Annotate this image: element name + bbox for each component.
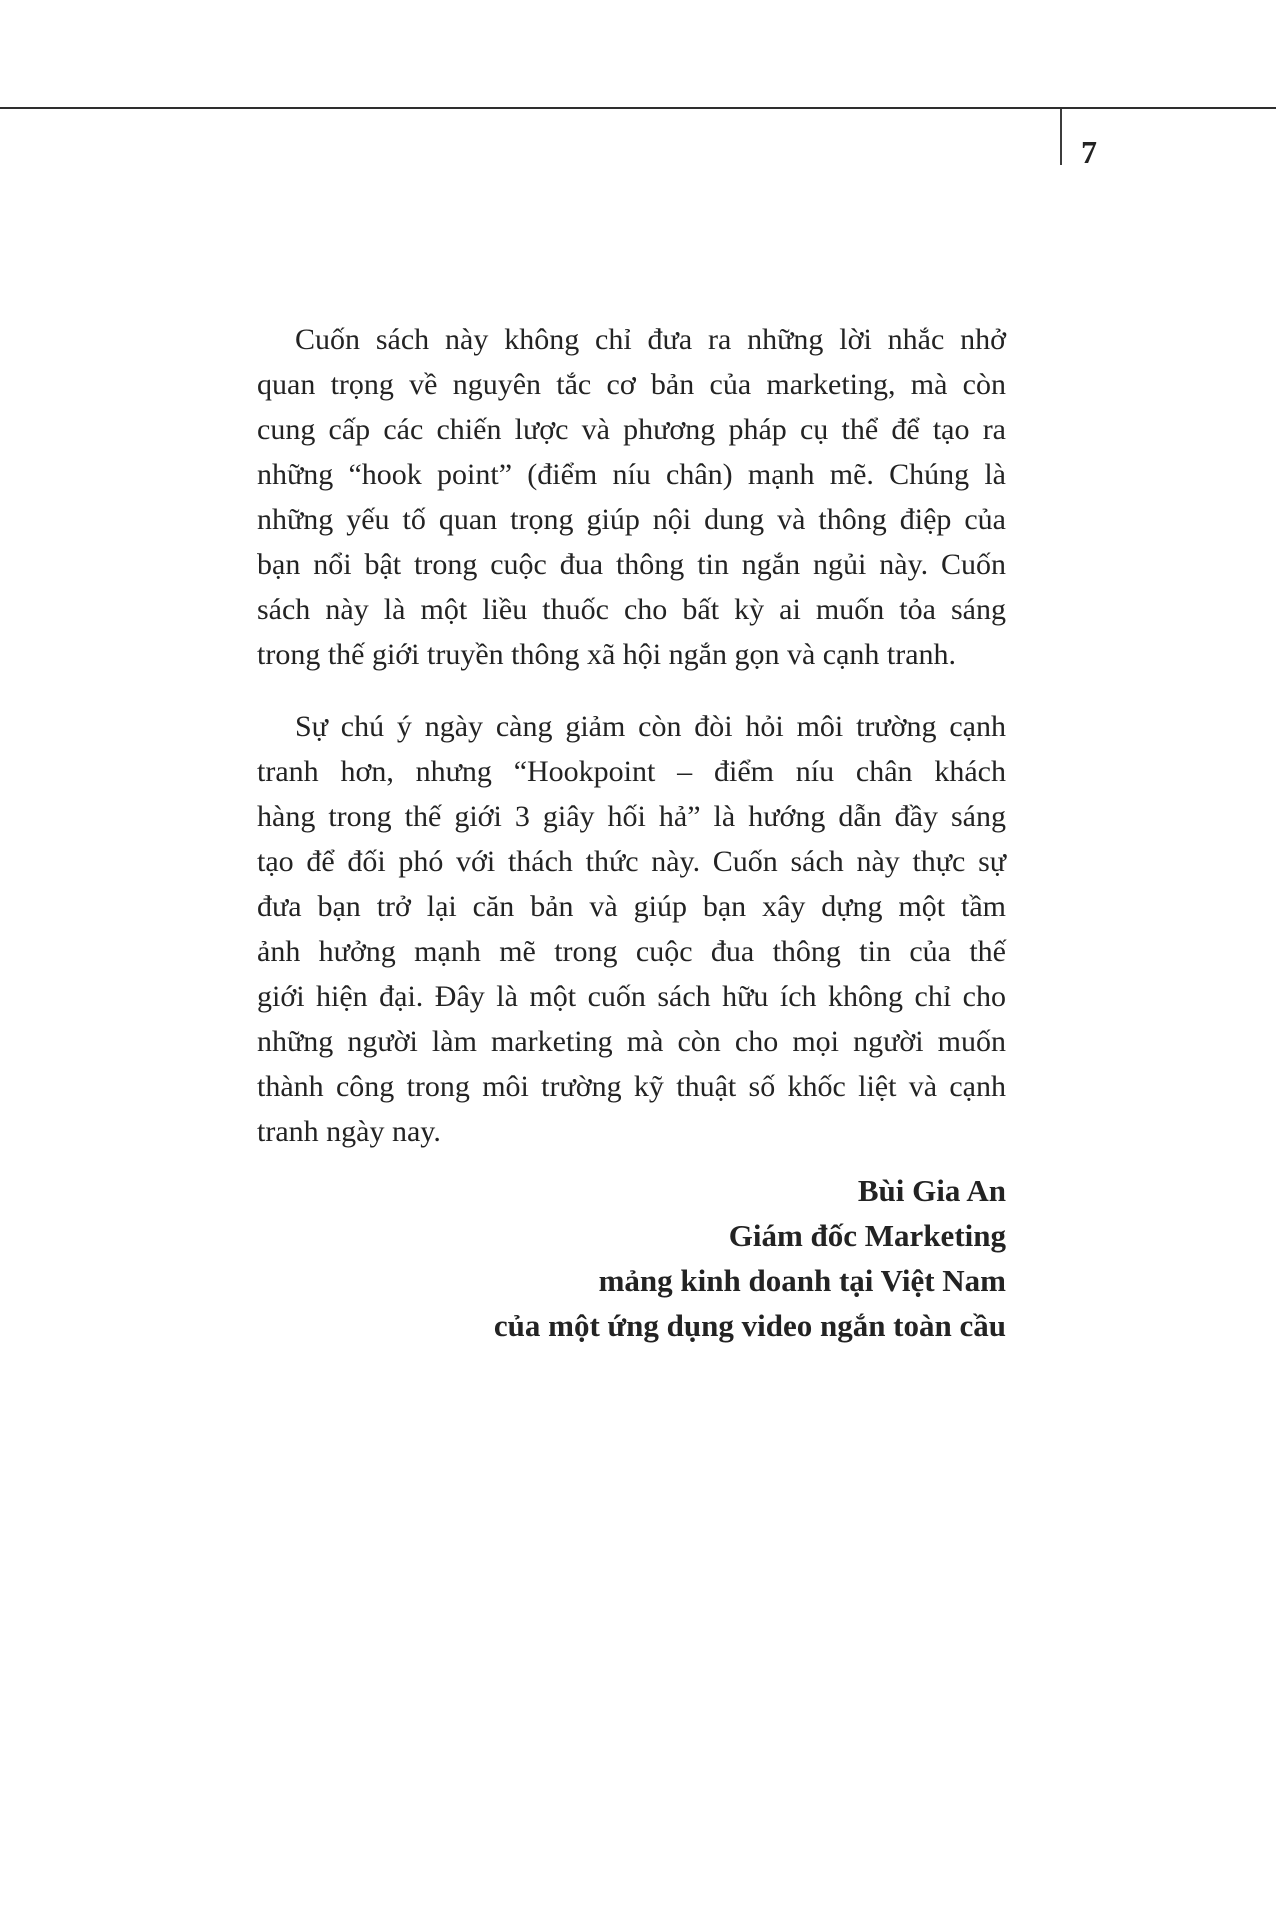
paragraph [257, 704, 1006, 1154]
text-line: đưa bạn trở lại căn bản và giúp bạn xây dựng một tầm [257, 890, 1006, 923]
text-line: trong thế giới truyền thông xã hội ngắn gọn và cạnh tranh. [257, 638, 957, 671]
page-number-divider [1060, 109, 1062, 165]
text-line: quan trọng về nguyên tắc cơ bản của marketing, mà còn [257, 368, 1006, 401]
text-line: những yếu tố quan trọng giúp nội dung và thông điệp của [257, 503, 1006, 536]
text-line: bạn nổi bật trong cuộc đua thông tin ngắn ngủi này. Cuốn [257, 548, 1006, 581]
text-line: những “hook point” (điểm níu chân) mạnh mẽ. Chúng là [257, 458, 1006, 491]
signature-line: Bùi Gia An [857, 1173, 1006, 1208]
signature-line: mảng kinh doanh tại Việt Nam [598, 1263, 1006, 1298]
text-line: thành công trong môi trường kỹ thuật số khốc liệt và cạnh [257, 1070, 1006, 1103]
text-line: sách này là một liều thuốc cho bất kỳ ai muốn tỏa sáng [257, 593, 1006, 626]
text-line: ảnh hưởng mạnh mẽ trong cuộc đua thông tin của thế [257, 935, 1006, 968]
body-text [257, 317, 1006, 1348]
text-line: tranh ngày nay. [257, 1115, 441, 1148]
text-line: giới hiện đại. Đây là một cuốn sách hữu ích không chỉ cho [257, 980, 1006, 1013]
text-line: Sự chú ý ngày càng giảm còn đòi hỏi môi trường cạnh [295, 710, 1006, 743]
text-line: Cuốn sách này không chỉ đưa ra những lời nhắc nhở [295, 323, 1006, 356]
signature-line: của một ứng dụng video ngắn toàn cầu [493, 1308, 1006, 1343]
page-number: 7 [1081, 134, 1098, 170]
signature-line: Giám đốc Marketing [728, 1218, 1006, 1253]
text-line: những người làm marketing mà còn cho mọi người muốn [257, 1025, 1006, 1058]
text-line: tạo để đối phó với thách thức này. Cuốn sách này thực sự [257, 845, 1006, 878]
text-line: tranh hơn, nhưng “Hookpoint – điểm níu chân khách [257, 755, 1006, 788]
text-line: cung cấp các chiến lược và phương pháp cụ thể để tạo ra [257, 413, 1006, 446]
paragraph [257, 317, 1006, 677]
header-rule [0, 107, 1276, 109]
text-line: hàng trong thế giới 3 giây hối hả” là hướng dẫn đầy sáng [257, 800, 1006, 833]
signature-block [257, 1168, 1006, 1348]
